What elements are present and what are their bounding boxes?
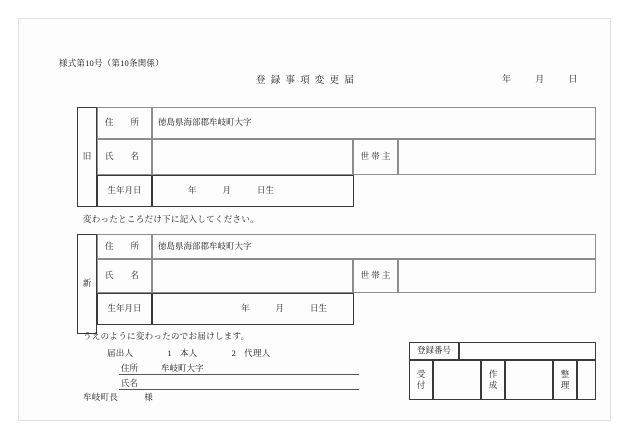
new-dob-value[interactable] bbox=[152, 293, 354, 325]
new-dob-day-label: 日生 bbox=[310, 303, 328, 314]
registration-number-label: 登録番号 bbox=[409, 342, 459, 360]
old-household-head-value[interactable] bbox=[398, 139, 596, 175]
new-name-value[interactable] bbox=[152, 259, 353, 293]
date-year-label: 年 bbox=[502, 74, 513, 84]
filed-label bbox=[553, 360, 577, 400]
new-name-label: 氏 名 bbox=[97, 259, 152, 293]
new-dob-year-label: 年 bbox=[241, 303, 250, 314]
receipt-label-line1: 受 bbox=[416, 369, 426, 380]
registration-number-value[interactable] bbox=[459, 342, 596, 360]
form-code: 様式第10号（第10条関係） bbox=[59, 58, 164, 68]
declaration-statement: うえのように変わったのでお届けします。 bbox=[83, 331, 250, 341]
new-dob-month-label: 月 bbox=[275, 303, 285, 314]
old-name-value[interactable] bbox=[152, 139, 353, 175]
filer-option-1-label[interactable]: 本人 bbox=[179, 348, 198, 358]
date-day-label: 日 bbox=[568, 74, 579, 84]
filer-row bbox=[107, 347, 271, 359]
submission-date-line bbox=[502, 72, 579, 85]
filed-value[interactable] bbox=[577, 360, 596, 400]
filer-option-2-label[interactable]: 代理人 bbox=[244, 348, 271, 358]
created-label-line1: 作 bbox=[488, 369, 498, 380]
new-household-head-label: 世 帯 主 bbox=[353, 259, 398, 293]
filer-option-2-number[interactable]: 2 bbox=[231, 348, 237, 358]
created-label bbox=[481, 360, 505, 400]
old-household-head-label: 世 帯 主 bbox=[353, 139, 398, 175]
created-value[interactable] bbox=[505, 360, 553, 400]
old-dob-label: 生年月日 bbox=[97, 175, 152, 207]
new-address-value[interactable]: 徳島県海部郡牟岐町大字 bbox=[152, 234, 596, 259]
filer-label: 届出人 bbox=[107, 348, 134, 358]
addressee-name: 牟岐町長 bbox=[83, 392, 119, 402]
filer-address-label: 住所 bbox=[121, 363, 139, 373]
filed-label-line1: 整 bbox=[560, 369, 570, 380]
old-address-label: 住 所 bbox=[97, 107, 152, 139]
new-address-label: 住 所 bbox=[97, 234, 152, 259]
receipt-value[interactable] bbox=[433, 360, 481, 400]
old-dob-value[interactable] bbox=[152, 175, 354, 207]
new-section-side-label: 新 bbox=[77, 234, 97, 334]
date-month-label: 月 bbox=[535, 74, 546, 84]
receipt-label bbox=[409, 360, 433, 400]
page-title: 登録事項変更届 bbox=[256, 76, 359, 86]
old-dob-day-label: 日生 bbox=[257, 185, 275, 196]
filer-option-1-number[interactable]: 1 bbox=[167, 348, 172, 358]
addressee-honorific: 様 bbox=[144, 392, 154, 402]
filer-name-field[interactable] bbox=[119, 376, 359, 390]
filer-address-field[interactable] bbox=[119, 361, 359, 375]
addressee-row bbox=[83, 391, 153, 403]
filed-label-line2: 理 bbox=[560, 380, 570, 390]
old-dob-month-label: 月 bbox=[222, 185, 232, 196]
old-address-value[interactable]: 徳島県海部郡牟岐町大字 bbox=[152, 107, 596, 139]
receipt-label-line2: 付 bbox=[416, 380, 426, 390]
new-household-head-value[interactable] bbox=[398, 259, 596, 293]
created-label-line2: 成 bbox=[488, 380, 498, 390]
filer-address-value[interactable]: 牟岐町大字 bbox=[161, 363, 204, 373]
middle-notice: 変わったところだけ下に記入してください。 bbox=[83, 214, 259, 224]
old-dob-year-label: 年 bbox=[188, 185, 197, 196]
form-page bbox=[18, 18, 611, 421]
filer-name-label: 氏名 bbox=[121, 378, 139, 388]
old-section-side-label: 旧 bbox=[77, 107, 97, 207]
old-name-label: 氏 名 bbox=[97, 139, 152, 175]
new-dob-label: 生年月日 bbox=[97, 293, 152, 325]
